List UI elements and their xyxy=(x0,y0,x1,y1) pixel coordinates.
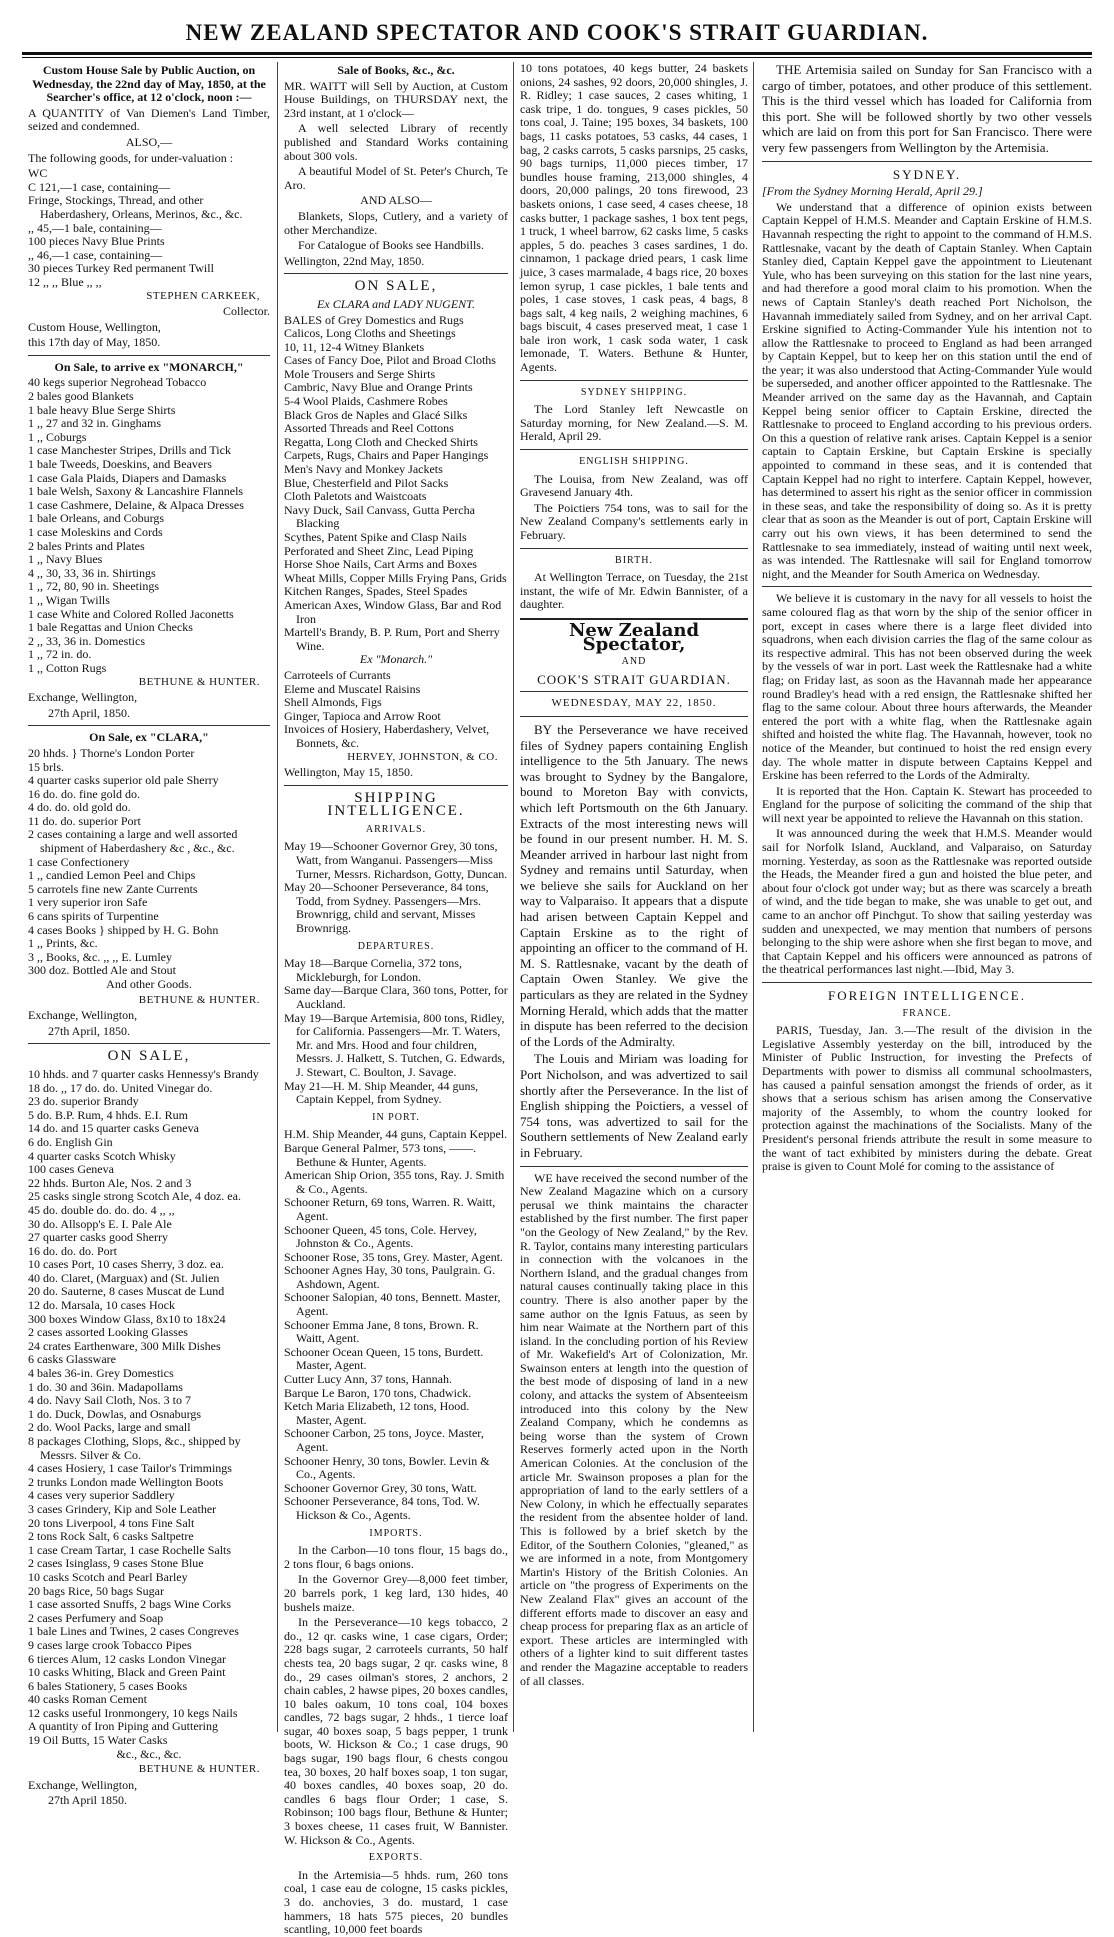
paper-title-and: AND xyxy=(621,656,647,668)
list-item: BALES of Grey Domestics and Rugs xyxy=(284,312,464,327)
english-shipping-text-1: The Louisa, from New Zealand, was off Gravesend January 4th. xyxy=(520,471,748,500)
clara-other: And other Goods. xyxy=(106,977,192,991)
auction-signer: STEPHEN CARKEEK, xyxy=(146,289,260,302)
sydney-heading: SYDNEY. xyxy=(892,166,962,182)
list-item: 10 hhds. and 7 quarter casks Hennessy's Brandy xyxy=(28,1066,259,1081)
sale2-sub: Ex CLARA and LADY NUGENT. xyxy=(317,296,475,311)
list-item: 12 do. Marsala, 10 cases Hock xyxy=(28,1298,175,1313)
birth-heading: BIRTH. xyxy=(615,554,653,566)
list-item: 25 casks single strong Scotch Ale, 4 doz. ea. xyxy=(28,1189,241,1204)
list-item: Martell's Brandy, B. P. Rum, Port and Sherry Wine. xyxy=(284,625,500,653)
clara-signer: BETHUNE & HUNTER. xyxy=(138,993,260,1006)
sydney-shipping-heading: SYDNEY SHIPPING. xyxy=(580,386,688,398)
list-item: 4 quarter casks superior old pale Sherry xyxy=(28,773,219,788)
list-item: American Axes, Window Glass, Bar and Rod Iron xyxy=(284,597,502,626)
divider xyxy=(28,1043,270,1044)
list-item: Navy Duck, Sail Canvass, Gutta Percha Blacking xyxy=(284,502,475,531)
list-item: Schooner Governor Grey, 30 tons, Watt. xyxy=(284,1480,477,1495)
list-item: 1 case assorted Snuffs, 2 bags Wine Corks xyxy=(28,1597,232,1612)
list-item: 27 quarter casks good Sherry xyxy=(28,1230,168,1245)
arrivals-list xyxy=(284,840,508,935)
exports-continued: 10 tons potatoes, 40 kegs butter, 24 baskets onions, 24 sashes, 92 doors, 20,000 shingles, J. R. Ridley; 1 case sauces, 2 cases whiting, 1 cask tripe, 1 do. tongues, 9 cases pickles, 50 tons coal, J. Taine; 195 boxes, 34 baskets, 100 bags, 11 casks potatoes, 53 casks, 44 cases, 1 bag, 2 casks carrots, 5 casks parsnips, 25 casks, 90 bags turnips, 11,000 pieces timber, 17 bundles house framing, 213,000 shingles, 4 doors, 20,000 palings, 20 tons firewood, 23 baskets onions, 1 case seed, 4 cases cheese, 18 casks butter, 1 package sashes, 1 box tent pegs, 1 truck, 1 wheel barrow, 62 casks lime, 5 casks apples, 5 do. peaches 3 cases sardines, 1 do. cinnamon, 1 package dried pears, 1 cask lime juice, 3 cases marmalade, 4 bags rice, 20 boxes lemon syrup, 1 case pickles, 1 bale tents and poles, 1 case stoves, 1 cask peas, 4 bags, 8 bags salt, 4 keg nails, 2 weighing machines, 6 bags biscuit, 4 cases preserved meat, 1 case 1 bale iron work, 1 cask soda water, 1 cask lemonade, T. Waters. Bethune & Hunter, Agents. xyxy=(520,61,748,375)
list-item: 2 trunks London made Wellington Boots xyxy=(28,1474,224,1489)
list-item: 1 case White and Colored Rolled Jaconetts xyxy=(28,606,234,621)
books-date: Wellington, 22nd May, 1850. xyxy=(284,253,425,268)
divider xyxy=(28,725,270,726)
list-item: 9 cases large crook Tobacco Pipes xyxy=(28,1637,192,1652)
books-p3: Blankets, Slops, Cutlery, and a variety of other Merchandize. xyxy=(284,208,508,237)
list-item: 1 bale Welsh, Saxony & Lancashire Flannels xyxy=(28,484,244,499)
list-item: 24 crates Earthenware, 300 Milk Dishes xyxy=(28,1338,221,1353)
list-item: 1 case Confectionery xyxy=(28,854,130,869)
dateline: WEDNESDAY, MAY 22, 1850. xyxy=(551,697,717,710)
onsale-signer: BETHUNE & HUNTER. xyxy=(138,1763,260,1776)
list-item: Schooner Henry, 30 tons, Bowler. Levin & Co., Agents. xyxy=(284,1453,490,1482)
sale2-sub2: Ex "Monarch." xyxy=(359,652,433,667)
list-item: Blue, Chesterfield and Pilot Sacks xyxy=(284,475,449,490)
list-item: 100 pieces Navy Blue Prints xyxy=(28,234,165,249)
list-item: 20 tons Liverpool, 4 tons Fine Salt xyxy=(28,1515,195,1530)
list-item: 40 do. Claret, (Marguax) and (St. Julien xyxy=(28,1270,220,1285)
list-item: 1 case Cream Tartar, 1 case Rochelle Salts xyxy=(28,1542,232,1557)
auction-heading: Custom House Sale by Public Auction, on Wednesday, the 22nd day of May, 1850, at the Searcher's office, at 12 o'clock, noon :— xyxy=(32,63,266,105)
list-item: 2 bales good Blankets xyxy=(28,389,134,404)
divider xyxy=(762,161,1092,162)
masthead-rule xyxy=(22,52,1092,55)
divider xyxy=(520,1166,748,1167)
list-item: Schooner Ocean Queen, 15 tons, Burdett. Master, Agent. xyxy=(284,1344,484,1373)
list-item: 4 do. do. old gold do. xyxy=(28,800,131,815)
list-item: 16 do. do. do. Port xyxy=(28,1243,118,1258)
list-item: 8 packages Clothing, Slops, &c., shipped by Messrs. Silver & Co. xyxy=(28,1434,241,1462)
sydney-source: [From the Sydney Morning Herald, April 29.] xyxy=(762,184,983,199)
list-item: Barque Le Baron, 170 tons, Chadwick. xyxy=(284,1385,472,1400)
list-item: Regatta, Long Cloth and Checked Shirts xyxy=(284,434,478,449)
list-item: 5-4 Wool Plaids, Cashmere Robes xyxy=(284,394,448,409)
list-item: May 20—Schooner Perseverance, 84 tons, Todd, from Sydney. Passengers—Mrs. Brownrigg, child and servant, Misses Brownrigg. xyxy=(284,880,489,936)
list-item: 4 quarter casks Scotch Whisky xyxy=(28,1148,176,1163)
list-item: 3 ,, Books, &c. ,, ,, E. Lumley xyxy=(28,949,172,964)
list-item: Eleme and Muscatel Raisins xyxy=(284,681,421,696)
list-item: 2 bales Prints and Plates xyxy=(28,538,145,553)
list-item: Cases of Fancy Doe, Pilot and Broad Cloths xyxy=(284,353,496,368)
list-item: In the Governor Grey—8,000 feet timber, 20 barrels pork, 1 keg lard, 130 hides, 40 bushels maize. xyxy=(284,1572,508,1614)
in-port-heading: IN PORT. xyxy=(372,1111,420,1123)
divider xyxy=(284,785,508,786)
list-item: Fringe, Stockings, Thread, and other Haberdashery, Orleans, Merinos, &c., &c. xyxy=(28,193,243,221)
books-intro: MR. WAITT will Sell by Auction, at Custom House Buildings, on THURSDAY next, the 23rd instant, at 1 o'clock— xyxy=(284,78,508,120)
english-shipping-text-2: The Poictiers 754 tons, was to sail for the New Zealand Company's settlements early in February. xyxy=(520,500,748,542)
list-item: 22 hhds. Burton Ale, Nos. 2 and 3 xyxy=(28,1175,192,1190)
list-item: May 19—Schooner Governor Grey, 30 tons, Watt, from Wanganui. Passengers—Miss Turner, Messrs. Richardson, Gotty, Duncan. xyxy=(284,839,508,881)
list-item: 15 brls. xyxy=(28,759,64,774)
list-item: Schooner Perseverance, 84 tons, Tod. W. Hickson & Co., Agents. xyxy=(284,1494,480,1522)
list-item: 1 ,, Cotton Rugs xyxy=(28,660,107,675)
column-4 xyxy=(762,62,1092,1732)
list-item: 1 ,, Prints, &c. xyxy=(28,936,98,951)
monarch-heading: On Sale, to arrive ex "MONARCH," xyxy=(54,359,244,374)
list-item: 40 kegs superior Negrohead Tobacco xyxy=(28,375,207,390)
list-item: 1 do. Duck, Dowlas, and Osnaburgs xyxy=(28,1406,202,1421)
list-item: 10 casks Scotch and Pearl Barley xyxy=(28,1569,188,1584)
divider xyxy=(520,548,748,549)
departures-list xyxy=(284,957,508,1107)
list-item: 1 bale heavy Blue Serge Shirts xyxy=(28,402,176,417)
foreign-heading: FOREIGN INTELLIGENCE. xyxy=(828,988,1026,1003)
list-item: Schooner Return, 69 tons, Warren. R. Waitt, Agent. xyxy=(284,1195,496,1223)
onsale-place: Exchange, Wellington, xyxy=(28,1777,138,1792)
list-item: 1 case Moleskins and Cords xyxy=(28,525,163,539)
list-item: Calicos, Long Cloths and Sheetings xyxy=(284,326,456,341)
clara-place: Exchange, Wellington, xyxy=(28,1008,138,1023)
divider xyxy=(284,273,508,274)
onsale-items xyxy=(28,1068,270,1748)
list-item: 1 ,, 72 in. do. xyxy=(28,647,92,662)
list-item: 10, 11, 12-4 Witney Blankets xyxy=(284,339,425,354)
artemisia-article: THE Artemisia sailed on Sunday for San Francisco with a cargo of timber, potatoes, and other produce of this settlement. This is the third vessel which has loaded for California from this port. She will be followed shortly by two other vessels which are laid on from this port for San Francisco. There were very few passengers from Wellington by the Artemisia. xyxy=(762,62,1092,155)
list-item: May 18—Barque Cornelia, 372 tons, Mickleburgh, for London. xyxy=(284,956,462,984)
list-item: ,, 46,—1 case, containing— xyxy=(28,247,163,262)
list-item: 4 cases very superior Saddlery xyxy=(28,1488,175,1503)
list-item: 4 cases Books } shipped by H. G. Bohn xyxy=(28,922,219,937)
in-port-list xyxy=(284,1128,508,1522)
list-item: American Ship Orion, 355 tons, Ray. J. Smith & Co., Agents. xyxy=(284,1168,505,1196)
list-item: 18 do. ,, 17 do. do. United Vinegar do. xyxy=(28,1080,213,1095)
list-item: 2 ,, 33, 36 in. Domestics xyxy=(28,633,145,648)
list-item: 4 cases Hosiery, 1 case Tailor's Trimmings xyxy=(28,1461,232,1476)
column-2 xyxy=(284,62,508,1937)
list-item: Cambric, Navy Blue and Orange Prints xyxy=(284,380,473,395)
list-item: 6 do. English Gin xyxy=(28,1134,113,1149)
clara-heading: On Sale, ex "CLARA," xyxy=(89,730,209,745)
sale2-items2 xyxy=(284,669,508,751)
auction-signer-title: Collector. xyxy=(223,304,270,319)
list-item: WC xyxy=(28,166,48,181)
list-item: 20 bags Rice, 50 bags Sugar xyxy=(28,1583,164,1598)
list-item: May 19—Barque Artemisia, 800 tons, Ridley, for California. Passengers—Mr. T. Waters, Mr. and Mrs. Hood and four children, Messrs. J. Halkett, S. Tutchen, G. Edwards, J. Stewart, C. Boulton, J. Savage. xyxy=(284,1010,505,1079)
list-item: In the Perseverance—10 kegs tobacco, 2 do., 12 qr. casks wine, 1 case cigars, Order; 228 bags sugar, 2 carroteels currants, 50 half chests tea, 20 bags sugar, 2 qr. casks wine, 8 do., 29 cases oilman's stores, 2 anchors, 2 chain cables, 2 hawse pipes, 20 boxes candles, 10 bales oakum, 10 tons coal, 104 boxes candles, 72 bags sugar, 2 hhds., 1 tierce loaf sugar, 40 boxes soap, 5 bags pepper, 1 trunk boots, W. Hickson & Co.; 1 case drugs, 90 bags sugar, 190 bags flour, 6 chests congou tea, 30 boxes, 20 half boxes soap, 1 ton sugar, 40 boxes candles, 40 boxes soap, 20 do. candles 6 bags flour Order; 1 case, S. Robinson; 100 bags flour, Bethune & Hunter; 3 boxes cheese, 11 cases fruit, W Bannister. W. Hickson & Co., Agents. xyxy=(284,1615,508,1847)
list-item: 300 boxes Window Glass, 8x10 to 18x24 xyxy=(28,1311,226,1326)
list-item: 1 ,, Wigan Twills xyxy=(28,592,110,607)
clara-date: 27th April, 1850. xyxy=(48,1023,131,1038)
list-item: 2 cases containing a large and well assorted shipment of Haberdashery &c , &c., &c. xyxy=(28,827,238,856)
books-p1: A well selected Library of recently published and Standard Works containing about 300 vols. xyxy=(284,121,508,163)
article-louis-miriam: The Louis and Miriam was loading for Port Nicholson, and was advertized to sail shortly after the Perseverance. In the list of English shipping the Poictiers, a vessel of 754 tons, was advertized to sail for the Southern settlements of New Zealand early in February. xyxy=(520,1051,748,1160)
list-item: Barque General Palmer, 573 tons, ——. Bethune & Hunter, Agents. xyxy=(284,1140,477,1169)
imports-heading: IMPORTS. xyxy=(369,1527,423,1539)
monarch-place: Exchange, Wellington, xyxy=(28,690,138,705)
list-item: 4 ,, 30, 33, 36 in. Shirtings xyxy=(28,565,156,580)
list-item: 40 casks Roman Cement xyxy=(28,1692,147,1707)
auction-place: Custom House, Wellington, xyxy=(28,319,161,334)
list-item: 6 bales Stationery, 5 cases Books xyxy=(28,1678,188,1693)
books-heading: Sale of Books, &c., &c. xyxy=(337,63,455,77)
sydney-p3: It is reported that the Hon. Captain K. Stewart has proceeded to England for the purpose of soliciting the command of the ship that will next year be appointed to relieve the Havannah on this station. xyxy=(762,783,1092,825)
list-item: 30 do. Allsopp's E. I. Pale Ale xyxy=(28,1216,172,1231)
list-item: A quantity of Iron Piping and Guttering xyxy=(28,1719,218,1734)
list-item: 11 do. do. superior Port xyxy=(28,813,141,828)
auction-also: ALSO,— xyxy=(125,134,173,149)
books-p4: For Catalogue of Books see Handbills. xyxy=(298,238,484,253)
list-item: Cutter Lucy Ann, 37 tons, Hannah. xyxy=(284,1372,452,1387)
list-item: 16 do. do. fine gold do. xyxy=(28,786,140,801)
sale2-date: Wellington, May 15, 1850. xyxy=(284,765,414,780)
list-item: 20 do. Sauterne, 8 cases Muscat de Lund xyxy=(28,1284,225,1299)
sydney-p1: We understand that a difference of opinion exists between Captain Keppel of H.M.S. Meander and Captain Erskine of H.M.S. Havannah respecting the right to appoint to the command of H.M.S. Rattlesnake, vacant by the death of Captain Stanley. When Captain Stanley died, Captain Keppel gave the appointment to Lieutenant Yule, who has been surveying on this station for the last nine years, and had therefore a good moral claim to his promotion. When the news of Captain Stanley's death reached Port Nicholson, the Havannah immediately sailed from Sydney, and on her arrival Capt. Erskine signified to Acting-Commander Yule his intention not to allow the Rattlesnake to proceed to England as had been arranged by Captain Keppel, but to keep her on this station until the end of the year; it was also understood that Acting-Commander Yule would be superseded, and another officer appointed to the Rattlesnake. The Meander arrived on the same day as the Havannah, and Captain Keppel being senior officer to Captain Erskine, directed the Rattlesnake to proceed to England according to his previous orders. On this a question of relative rank arises. Captain Keppel is a senior captain to Captain Erskine, but Captain Erskine is specially appointed to command in these seas, and it is contended that Captain Keppel had no right to interfere. Captain Keppel, however, has determined to assert his right as the senior officer in commission in these seas, and take the responsibility of doing so. As it is pretty clear that as soon as the Meander is out of port, Captain Erskine will carry out his own views, it has been determined to send the Rattlesnake to sea immediately, instead of waiting until next week, as was intended. The Rattlesnake will sail for England tomorrow night, and the Meander for South America on Wednesday. xyxy=(762,199,1092,581)
list-item: Schooner Emma Jane, 8 tons, Brown. R. Waitt, Agent. xyxy=(284,1317,479,1346)
list-item: 20 hhds. } Thorne's London Porter xyxy=(28,745,195,760)
list-item: 45 do. double do. do. do. 4 ,, ,, xyxy=(28,1202,175,1217)
english-shipping-heading: ENGLISH SHIPPING. xyxy=(579,456,689,468)
list-item: May 21—H. M. Ship Meander, 44 guns, Captain Keppel, from Sydney. xyxy=(284,1078,479,1107)
auction-lines xyxy=(28,167,270,289)
list-item: Wheat Mills, Copper Mills Frying Pans, Grids xyxy=(284,570,507,585)
list-item: 4 do. Navy Sail Cloth, Nos. 3 to 7 xyxy=(28,1393,192,1408)
books-p2: A beautiful Model of St. Peter's Church, Te Aro. xyxy=(284,164,508,192)
books-also: AND ALSO— xyxy=(360,193,432,208)
list-item: 10 casks Whiting, Black and Green Paint xyxy=(28,1665,226,1680)
divider xyxy=(520,380,748,381)
onsale-etc: &c., &c., &c. xyxy=(116,1746,182,1761)
auction-intro: A QUANTITY of Van Diemen's Land Timber, seized and condemned. xyxy=(28,105,270,134)
list-item: 1 ,, candied Lemon Peel and Chips xyxy=(28,868,196,883)
divider xyxy=(28,355,270,356)
france-heading: FRANCE. xyxy=(902,1007,952,1019)
list-item: 12 ,, ,, Blue ,, ,, xyxy=(28,274,102,289)
list-item: 6 casks Glassware xyxy=(28,1352,116,1367)
article-perseverance: BY the Perseverance we have received files of Sydney papers containing English intelligence to the 5th January. The news was brought to Sydney by the Bangalore, bound to Moreton Bay with convicts, which left Portsmouth on the 6th January. Extracts of the most interesting news will be found in our present number. H. M. S. Meander arrived in harbour last night from Sydney and remains until Saturday, when we believe she sails for Auckland on her way to Valparaiso. It appears that a dispute had arisen between Captain Keppel and Captain Erskine as to the right of appointing an officer to the command of H. M. S. Rattlesnake, vacant by the death of Captain Owen Stanley. We give the particulars as they are related in the Sydney Morning Herald, which adds that the matter in dispute has been referred to the decision of the Lords of the Admiralty. xyxy=(520,721,748,1049)
list-item: Carroteels of Currants xyxy=(284,667,391,682)
divider xyxy=(762,586,1092,587)
departures-heading: DEPARTURES. xyxy=(357,940,435,952)
list-item: In the Carbon—10 tons flour, 15 bags do., 2 tons flour, 6 bags onions. xyxy=(284,1543,508,1571)
list-item: 1 bale Orleans, and Coburgs xyxy=(28,511,165,526)
list-item: Men's Navy and Monkey Jackets xyxy=(284,462,443,477)
list-item: 1 ,, 27 and 32 in. Ginghams xyxy=(28,416,161,431)
auction-goods: The following goods, for under-valuation : xyxy=(28,150,234,165)
list-item: Ketch Maria Elizabeth, 12 tons, Hood. Master, Agent. xyxy=(284,1399,470,1427)
list-item: 1 very superior iron Safe xyxy=(28,895,148,910)
list-item: 2 cases assorted Looking Glasses xyxy=(28,1325,188,1340)
list-item: Same day—Barque Clara, 360 tons, Potter, for Auckland. xyxy=(284,983,508,1011)
column-1 xyxy=(28,62,270,1808)
masthead-rule-thin xyxy=(22,57,1092,58)
list-item: Schooner Salopian, 40 tons, Bennett. Master, Agent. xyxy=(284,1290,501,1319)
list-item: Ginger, Tapioca and Arrow Root xyxy=(284,708,441,723)
list-item: 1 do. 30 and 36in. Madapollams xyxy=(28,1379,183,1394)
monarch-signer: BETHUNE & HUNTER. xyxy=(138,675,260,688)
sale2-items xyxy=(284,314,508,654)
list-item: 1 ,, Navy Blues xyxy=(28,552,103,567)
auction-date: this 17th day of May, 1850. xyxy=(28,335,161,350)
list-item: Assorted Threads and Reel Cottons xyxy=(284,421,454,436)
list-item: 4 bales 36-in. Grey Domestics xyxy=(28,1366,174,1381)
list-item: 1 ,, 72, 80, 90 in. Sheetings xyxy=(28,579,159,594)
list-item: Schooner Rose, 35 tons, Grey. Master, Agent. xyxy=(284,1249,504,1264)
column-3 xyxy=(520,62,748,1732)
list-item: 6 tierces Alum, 12 casks London Vinegar xyxy=(28,1651,227,1666)
list-item: 2 tons Rock Salt, 6 casks Saltpetre xyxy=(28,1529,194,1544)
list-item: 1 case Gala Plaids, Diapers and Damasks xyxy=(28,470,227,485)
paper-title-2: COOK'S STRAIT GUARDIAN. xyxy=(537,671,731,687)
masthead: NEW ZEALAND SPECTATOR AND COOK'S STRAIT GUARDIAN. xyxy=(185,20,929,45)
list-item: 12 casks useful Ironmongery, 10 kegs Nails xyxy=(28,1705,238,1720)
list-item: 300 doz. Bottled Ale and Stout xyxy=(28,963,176,978)
list-item: 5 do. B.P. Rum, 4 hhds. E.I. Rum xyxy=(28,1107,189,1122)
sydney-p2: We believe it is customary in the navy for all vessels to hoist the same coloured flag as that worn by the ship of the senior officer in port, except in cases where there is a large fleet divided into squadrons, when each division carries the flag of the same colour as its respective admiral. This has not been observed during the week by the vessels of war in port. Last week the Rattlesnake had a white flag; on Friday last, as soon as the Havannah made her appearance round Bradley's head with a red ensign, the Rattlesnake shifted her flag to the same colour. About three hours afterwards, the Meander entered the port with a white flag, when the Rattlesnake again shifted and hoisted the white flag. The Havannah, however, took no notice of the Meander, but continued to hoist the red ensign every day. The whole matter in dispute between Captains Keppel and Erskine has been referred to the Lords of the Admiralty. xyxy=(762,591,1092,783)
list-item: Cloth Paletots and Waistcoats xyxy=(284,489,427,504)
exports-heading: EXPORTS. xyxy=(368,1852,424,1864)
birth-text: At Wellington Terrace, on Tuesday, the 21st instant, the wife of Mr. Edwin Bannister, of a daughter. xyxy=(520,570,748,612)
list-item: Shell Almonds, Figs xyxy=(284,695,382,710)
list-item: 1 case Manchester Stripes, Drills and Tick xyxy=(28,443,231,458)
list-item: 2 cases Isinglass, 9 cases Stone Blue xyxy=(28,1556,204,1571)
monarch-date: 27th April, 1850. xyxy=(48,705,131,720)
list-item: 1 ,, Coburgs xyxy=(28,429,87,444)
monarch-items xyxy=(28,376,270,675)
list-item: 100 cases Geneva xyxy=(28,1162,114,1177)
list-item: Kitchen Ranges, Spades, Steel Spades xyxy=(284,584,468,599)
list-item: 1 bale Tweeds, Doeskins, and Beavers xyxy=(28,457,212,472)
divider xyxy=(520,449,748,450)
sydney-p4: It was announced during the week that H.M.S. Meander would sail for Norfolk Island, Auckland, and Valparaiso, on Saturday morning. Yesterday, as soon as the Rattlesnake was reported outside the Heads, the Meander fired a gun and hoisted the blue peter, and about four o'clock got under way; but as there was scarcely a breath of wind, and the tide began to make, she was unable to get out, and came to an anchor off Pinchgut. To show that sailing yesterday was sudden and unexpected, we may mention that numbers of persons belonging to the ship were ashore when she first began to move, and that Captain Keppel and his officers were announced as patrons of the theatrical performances last night.—Ibid, May 3. xyxy=(762,826,1092,977)
list-item: 23 do. superior Brandy xyxy=(28,1094,139,1109)
list-item: Carpets, Rugs, Chairs and Paper Hangings xyxy=(284,448,489,463)
divider xyxy=(520,691,748,692)
onsale-date: 27th April 1850. xyxy=(48,1793,128,1808)
paper-title: New Zealand Spectator, xyxy=(568,619,700,655)
clara-items xyxy=(28,747,270,978)
newspaper-columns xyxy=(28,61,1092,1937)
list-item: Invoices of Hosiery, Haberdashery, Velvet, Bonnets, &c. xyxy=(284,722,490,750)
divider xyxy=(520,716,748,717)
list-item: 19 Oil Butts, 15 Water Casks xyxy=(28,1733,168,1748)
list-item: 2 cases Perfumery and Soap xyxy=(28,1610,164,1625)
list-item: 1 bale Regattas and Union Checks xyxy=(28,620,193,635)
sale2-heading: ON SALE, xyxy=(354,278,438,295)
exports-text: In the Artemisia—5 hhds. rum, 260 tons coal, 1 case eau de cologne, 15 casks pickles, 3 do. anchovies, 3 do. mustard, 1 case hammers, 18 hats 575 pieces, 20 bundles scantling, 10,000 feet boards xyxy=(284,1867,508,1937)
list-item: 2 do. Wool Packs, large and small xyxy=(28,1420,191,1435)
list-item: 30 pieces Turkey Red permanent Twill xyxy=(28,261,214,276)
list-item: 10 cases Port, 10 cases Sherry, 3 doz. ea. xyxy=(28,1257,224,1272)
imports-list xyxy=(284,1544,508,1847)
list-item: 1 bale Lines and Twines, 2 cases Congreves xyxy=(28,1624,239,1639)
list-item: C 121,—1 case, containing— xyxy=(28,179,171,194)
list-item: Horse Shoe Nails, Cart Arms and Boxes xyxy=(284,557,477,572)
list-item: Mole Trousers and Serge Shirts xyxy=(284,366,436,381)
list-item: ,, 45,—1 bale, containing— xyxy=(28,220,162,235)
sale2-signer: HERVEY, JOHNSTON, & CO. xyxy=(347,750,498,763)
list-item: Schooner Queen, 45 tons, Cole. Hervey, Johnston & Co., Agents. xyxy=(284,1222,477,1251)
arrivals-heading: ARRIVALS. xyxy=(365,823,427,835)
shipping-heading: SHIPPING INTELLIGENCE. xyxy=(327,789,465,820)
onsale-heading: ON SALE, xyxy=(107,1048,191,1065)
list-item: Schooner Carbon, 25 tons, Joyce. Master, Agent. xyxy=(284,1426,484,1454)
list-item: 3 cases Grindery, Kip and Sole Leather xyxy=(28,1501,217,1516)
list-item: H.M. Ship Meander, 44 guns, Captain Keppel. xyxy=(284,1127,508,1142)
list-item: Scythes, Patent Spike and Clasp Nails xyxy=(284,530,467,544)
list-item: Black Gros de Naples and Glacé Silks xyxy=(284,407,468,422)
list-item: 1 case Cashmere, Delaine, & Alpaca Dresses xyxy=(28,497,244,512)
list-item: 6 cans spirits of Turpentine xyxy=(28,909,159,924)
sydney-shipping-text: The Lord Stanley left Newcastle on Saturday morning, for New Zealand.—S. M. Herald, April 29. xyxy=(520,402,748,444)
list-item: 14 do. and 15 quarter casks Geneva xyxy=(28,1121,199,1136)
list-item: Schooner Agnes Hay, 30 tons, Paulgrain. G. Ashdown, Agent. xyxy=(284,1263,496,1291)
list-item: Perforated and Sheet Zinc, Lead Piping xyxy=(284,543,474,558)
list-item: 5 carrotels fine new Zante Currents xyxy=(28,881,198,896)
divider xyxy=(762,982,1092,983)
article-magazine: WE have received the second number of the New Zealand Magazine which on a cursory perusal we think maintains the character established by the first number. The first paper "on the Geology of New Zealand," by the Rev. R. Taylor, contains many interesting particulars in connection with the volcanoes in the Northern Island, and the gradual changes from natural causes continually taking place in this country. There is also another paper by the same author on the Ignis Fatuus, as seen by him near Waimate at the Northern part of this island. In the concluding portion of his Review of Mr. Wakefield's Art of Colonization, Mr. Swainson enters at length into the question of the best mode of disposing of land in a new colony, and attacks the system of Absenteeism introduced into this colony by the New Zealand Company, which he condemns as being worse than the system of Crown Reserves formerly acted upon in the North American Colonies. At the conclusion of the article Mr. Swainson proposes a plan for the appropriation of land to the early settlers of a New Colony, in which he effectually separates the resident from the absentee holder of land. This is followed by a brief sketch by the Editor, of the Southern Colonies, "gleaned," as we are informed in a note, from Montgomery Martin's History of the British Colonies. An article on "the progress of Experiments on the New Zealand Flax" gives an account of the different efforts made to discover an easy and cheap process for preparing flax as an article of export. These articles are intermingled with others of a lighter kind to suit different tastes and render the Magazine acceptable to readers of all classes. xyxy=(520,1170,748,1688)
france-text: PARIS, Tuesday, Jan. 3.—The result of the division in the Legislative Assembly yesterday on the bill, introduced by the Minister of Public Instruction, for investing the Prefects of Departments with power to dismiss all communal schoolmasters, has caused a painful sensation amongst the friends of order, as it shows that a serious schism has arisen among the Conservative majority of the Assembly, to whom the country looked for protection against the machinations of the Socialists. Many of the President's personal friends attribute the result in some measure to the want of tact exhibited by ministers during the debate. Great praise is given to Count Molé for coming to the assistance of xyxy=(762,1023,1092,1174)
